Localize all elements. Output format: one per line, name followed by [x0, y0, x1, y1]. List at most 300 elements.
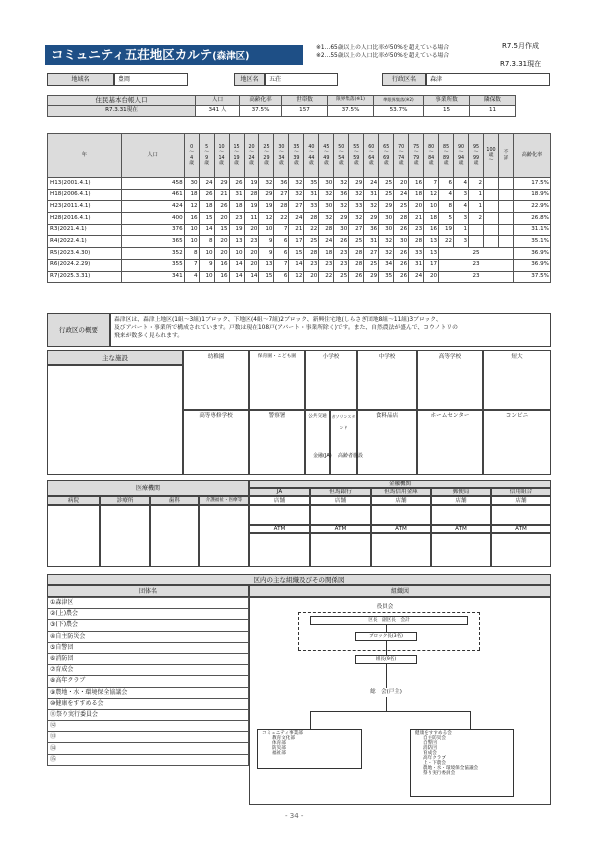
row-age: 20 [214, 213, 229, 225]
row-age: 3 [454, 189, 469, 201]
row-age: 36 [334, 189, 349, 201]
group-item: ⑦育成会 [48, 665, 249, 676]
row-age: 29 [379, 201, 394, 213]
finance-atm-label: ATM [491, 525, 551, 533]
row-age: 23 [229, 213, 244, 225]
row-rate: 36.9% [513, 248, 550, 260]
admin-value: 森津 [426, 73, 550, 86]
finance-atm-body [249, 533, 310, 567]
row-rate: 26.8% [513, 213, 550, 225]
row-year: R5(2023.4.30) [48, 248, 122, 260]
group-item: ⑮ [48, 754, 249, 765]
chart-right-item: 祭り実行委員会 [423, 771, 456, 777]
row-age: 16 [424, 224, 439, 236]
finance-atm-label: ATM [249, 525, 310, 533]
ward-label: (森津区) [212, 51, 250, 62]
row-pop: 352 [121, 248, 184, 260]
chart-line [310, 711, 470, 712]
row-age: 6 [274, 236, 289, 248]
chart-header: 組織図 [249, 585, 551, 597]
row-age: 10 [229, 248, 244, 260]
group-item: ⑤自警団 [48, 642, 249, 653]
overview-label: 行政区の概要 [47, 313, 110, 347]
facility-label: 食料品店 [375, 413, 399, 419]
row-pop: 461 [121, 189, 184, 201]
row-age: 32 [319, 213, 334, 225]
col-age: 10 〜 14 歳 [214, 134, 229, 178]
col-rate: 高齢化率 [513, 134, 550, 178]
row-age: 13 [424, 236, 439, 248]
finance-col-header: 但馬信用金庫 [371, 488, 431, 496]
population-row [48, 213, 551, 225]
row-over80: 23 [439, 271, 514, 283]
col-age: 25 〜 29 歳 [259, 134, 274, 178]
row-age: 36 [274, 178, 289, 190]
population-table [47, 133, 551, 283]
row-age: 28 [349, 259, 364, 271]
summary-value: 15 [424, 106, 470, 117]
row-age: 8 [439, 201, 454, 213]
row-age: 20 [424, 271, 439, 283]
row-age: 28 [409, 236, 424, 248]
row-age: 14 [244, 271, 259, 283]
summary-header: 事業所数 [424, 96, 470, 106]
note-2: ※2…55歳以上の人口比率が50%を超えている場合 [316, 53, 450, 59]
row-age: 16 [214, 259, 229, 271]
row-age [469, 236, 484, 248]
row-age: 21 [409, 213, 424, 225]
col-age: 50 〜 54 歳 [334, 134, 349, 178]
group-item: ⑧高年クラブ [48, 676, 249, 687]
row-age: 35 [379, 271, 394, 283]
row-age: 8 [184, 248, 199, 260]
finance-branch-label: 店舗 [249, 496, 310, 505]
col-age: 15 〜 19 歳 [229, 134, 244, 178]
row-age: 13 [229, 236, 244, 248]
row-over80: 23 [439, 259, 514, 271]
row-pop: 355 [121, 259, 184, 271]
facility-cell [183, 410, 249, 475]
overview-box [110, 313, 551, 347]
chart-line [298, 612, 299, 650]
col-age: 40 〜 44 歳 [304, 134, 319, 178]
row-age: 10 [424, 201, 439, 213]
row-age: 32 [334, 178, 349, 190]
facility-label: 高等学校 [438, 354, 462, 360]
row-age [484, 201, 499, 213]
row-age: 31 [364, 189, 379, 201]
facilities-header: 主な施設 [47, 350, 183, 365]
row-age: 13 [424, 248, 439, 260]
row-age: 29 [214, 178, 229, 190]
overview-text: 森津区は、森津上地区(1組〜3組)1ブロック、下地区(4組〜7組)2ブロック、新興住宅地(しらさぎ団地8組〜11組)3ブロック、 [114, 317, 442, 323]
finance-branch-label: 店舗 [491, 496, 551, 505]
population-row [48, 178, 551, 190]
district-label: 地区名 [234, 73, 265, 86]
row-age: 4 [439, 189, 454, 201]
row-age: 35 [304, 178, 319, 190]
finance-col-header: JA [249, 488, 310, 496]
col-age: 70 〜 74 歳 [394, 134, 409, 178]
row-age: 18 [229, 201, 244, 213]
row-age: 17 [424, 259, 439, 271]
chart-right-item: 農地・水・環境保全協議会 [423, 766, 479, 772]
summary-value: 157 [282, 106, 328, 117]
as-of-date: R7.3.31現在 [500, 60, 542, 68]
row-age: 32 [349, 213, 364, 225]
col-age: 55 〜 59 歳 [349, 134, 364, 178]
chart-line [479, 612, 480, 650]
finance-atm-label: ATM [371, 525, 431, 533]
row-age: 23 [304, 259, 319, 271]
row-age [484, 236, 499, 248]
finance-atm-body [310, 533, 371, 567]
row-age: 32 [379, 248, 394, 260]
row-age [498, 178, 513, 190]
medical-col-header: 病院 [47, 496, 100, 505]
row-age: 31 [304, 189, 319, 201]
population-row [48, 259, 551, 271]
col-age: 不 詳 [498, 134, 513, 178]
row-age: 7 [274, 259, 289, 271]
row-age [484, 178, 499, 190]
row-age: 22 [304, 224, 319, 236]
row-age: 30 [334, 224, 349, 236]
facility-label: 公共交通 [308, 414, 327, 419]
facility-cell [305, 350, 357, 410]
row-age: 32 [334, 201, 349, 213]
chart-yakuin: 役員会 [376, 604, 394, 610]
row-age: 26 [334, 236, 349, 248]
row-age: 25 [364, 259, 379, 271]
summary-label: 住民基本台帳人口 [48, 96, 196, 106]
group-item: ⑩健康をすすめる会 [48, 698, 249, 709]
row-age: 20 [304, 271, 319, 283]
row-rate: 22.9% [513, 201, 550, 213]
facility-label: 短大 [511, 354, 523, 360]
page-title: コミュニティ五荘地区カルテ [51, 47, 213, 62]
facility-label: 保育園・こども園 [257, 354, 297, 359]
row-age: 16 [184, 213, 199, 225]
row-age: 9 [199, 259, 214, 271]
facility-label: 警察署 [268, 413, 286, 419]
row-age: 20 [394, 178, 409, 190]
finance-atm-label: ATM [431, 525, 491, 533]
row-age: 12 [424, 189, 439, 201]
orgs-title: 区内の主な組織及びその関係図 [47, 574, 551, 585]
chart-block: ブロック長(3名) [355, 632, 417, 641]
finance-label: 金融機関 [249, 480, 551, 488]
row-age: 36 [364, 224, 379, 236]
row-age: 32 [289, 189, 304, 201]
row-age: 18 [424, 213, 439, 225]
row-pop: 376 [121, 224, 184, 236]
col-age: 100 歳 〜 [484, 134, 499, 178]
row-age: 15 [214, 224, 229, 236]
finance-col-header: 但馬銀行 [310, 488, 371, 496]
row-age: 28 [349, 248, 364, 260]
row-age: 9 [259, 248, 274, 260]
row-year: R4(2022.4.1) [48, 236, 122, 248]
summary-date: R7.3.31現在 [48, 106, 196, 117]
row-age: 32 [379, 236, 394, 248]
col-year: 年 [48, 134, 122, 178]
col-age: 0 〜 4 歳 [184, 134, 199, 178]
chart-right-item: 健康をすすめる会 [415, 731, 452, 736]
finance-col-header: 信用組合 [491, 488, 551, 496]
row-age: 28 [274, 201, 289, 213]
row-age: 19 [439, 224, 454, 236]
row-age: 3 [454, 213, 469, 225]
row-age: 24 [199, 178, 214, 190]
row-age: 14 [289, 259, 304, 271]
population-row [48, 248, 551, 260]
row-age: 1 [454, 224, 469, 236]
row-age: 4 [454, 201, 469, 213]
groups-header: 団体名 [47, 585, 249, 597]
row-rate: 37.5% [513, 271, 550, 283]
page-number: - 34 - [285, 812, 304, 820]
row-age: 24 [319, 236, 334, 248]
district-value: 五荘 [265, 73, 338, 86]
medical-col-header: 歯科 [150, 496, 199, 505]
row-rate: 17.5% [513, 178, 550, 190]
row-age: 19 [259, 201, 274, 213]
row-age: 32 [259, 178, 274, 190]
medical-label: 医療機関 [47, 480, 249, 496]
col-age: 90 〜 94 歳 [454, 134, 469, 178]
row-age: 22 [439, 236, 454, 248]
row-age: 27 [289, 201, 304, 213]
group-item: ④自主防災会 [48, 631, 249, 642]
summary-value: 37.5% [328, 106, 374, 117]
row-age: 32 [289, 178, 304, 190]
summary-header: 世帯数 [282, 96, 328, 106]
chart-kucho: 区長 副区長 会計 [310, 616, 468, 625]
row-age: 21 [289, 224, 304, 236]
area-label: 地域名 [47, 73, 114, 86]
row-age: 30 [319, 201, 334, 213]
chart-line [386, 641, 387, 655]
row-age [484, 213, 499, 225]
row-age: 26 [394, 271, 409, 283]
chart-left-item: コミュニティ事業部 [262, 731, 303, 736]
chart-line [386, 697, 387, 711]
group-item: ⑭ [48, 743, 249, 754]
chart-left-box [257, 729, 362, 769]
facility-label: ホームセンター [430, 413, 470, 419]
chart-left-item: 教育文化部 [272, 736, 295, 742]
created-date: R7.5月作成 [502, 42, 539, 50]
finance-branch-label: 店舗 [431, 496, 491, 505]
row-age: 22 [319, 271, 334, 283]
finance-branch-body [310, 505, 371, 525]
facility-cell [357, 410, 417, 475]
col-age: 45 〜 49 歳 [319, 134, 334, 178]
row-rate: 31.1% [513, 224, 550, 236]
chart-right-item: 消防団 [423, 746, 437, 752]
row-age: 26 [199, 189, 214, 201]
medical-col-body [100, 505, 150, 567]
facility-cell [357, 350, 417, 410]
row-age: 27 [364, 248, 379, 260]
row-age [484, 189, 499, 201]
row-age: 20 [244, 248, 259, 260]
row-age: 14 [229, 271, 244, 283]
row-age: 6 [274, 271, 289, 283]
row-age: 24 [409, 271, 424, 283]
row-age: 11 [244, 213, 259, 225]
row-pop: 365 [121, 236, 184, 248]
finance-branch-label: 店舗 [310, 496, 371, 505]
row-age: 31 [364, 236, 379, 248]
medical-col-header: 診療所 [100, 496, 150, 505]
col-age: 5 〜 9 歳 [199, 134, 214, 178]
population-row [48, 201, 551, 213]
finance-branch-body [491, 505, 551, 525]
row-over80: 25 [439, 248, 514, 260]
row-age: 33 [349, 201, 364, 213]
row-age: 16 [214, 271, 229, 283]
col-age: 75 〜 79 歳 [409, 134, 424, 178]
group-item: ③(下)農会 [48, 620, 249, 631]
facility-cell [483, 410, 551, 475]
chart-line [386, 664, 387, 688]
row-age: 33 [304, 201, 319, 213]
col-age: 35 〜 39 歳 [289, 134, 304, 178]
row-age: 7 [424, 178, 439, 190]
chart-right-item: 高年クラブ [423, 756, 446, 762]
row-age: 15 [289, 248, 304, 260]
row-age: 20 [214, 236, 229, 248]
row-age: 30 [319, 178, 334, 190]
finance-branch-body [431, 505, 491, 525]
chart-left-item: 体育部 [272, 741, 286, 747]
summary-table [47, 95, 516, 117]
row-age: 20 [409, 201, 424, 213]
row-pop: 424 [121, 201, 184, 213]
col-age: 60 〜 64 歳 [364, 134, 379, 178]
row-age [498, 201, 513, 213]
summary-header: 準限界集落(※2) [374, 96, 424, 106]
row-age: 13 [259, 259, 274, 271]
row-age: 19 [229, 224, 244, 236]
row-age: 5 [439, 213, 454, 225]
row-age: 30 [379, 213, 394, 225]
chart-right-item: 育成会 [423, 751, 437, 757]
chart-line [298, 612, 480, 613]
row-age: 20 [214, 248, 229, 260]
row-year: H13(2001.4.1) [48, 178, 122, 190]
row-age: 10 [259, 224, 274, 236]
row-age: 6 [274, 248, 289, 260]
row-age: 1 [469, 189, 484, 201]
medical-col-body [199, 505, 249, 567]
facility-label: コンビニ [505, 413, 529, 419]
group-item: ⑪祭り実行委員会 [48, 709, 249, 720]
row-age: 27 [349, 224, 364, 236]
row-age: 15 [199, 213, 214, 225]
row-age: 27 [274, 189, 289, 201]
group-item: ②(上)農会 [48, 609, 249, 620]
summary-value: 11 [470, 106, 516, 117]
row-age: 24 [364, 178, 379, 190]
col-age: 20 〜 24 歳 [244, 134, 259, 178]
chart-right-item: 上・下農会 [423, 761, 446, 767]
facility-cell [249, 350, 305, 410]
finance-branch-body [371, 505, 431, 525]
row-age: 26 [394, 224, 409, 236]
population-row [48, 224, 551, 236]
row-age: 2 [469, 178, 484, 190]
row-age: 26 [229, 178, 244, 190]
chart-left-item: 福祉部 [272, 751, 286, 757]
group-item: ⑨農地・水・環境保全協議会 [48, 687, 249, 698]
medical-col-body [47, 505, 100, 567]
chart-sokai: 総 会(戸主) [370, 689, 402, 695]
row-age: 29 [364, 271, 379, 283]
row-age [469, 224, 484, 236]
facility-empty [47, 365, 183, 475]
row-age: 20 [244, 259, 259, 271]
row-age: 32 [319, 189, 334, 201]
col-pop: 人口 [121, 134, 184, 178]
row-age: 23 [409, 224, 424, 236]
row-age: 28 [304, 248, 319, 260]
row-year: R3(2021.4.1) [48, 224, 122, 236]
facility-label: 幼稚園 [207, 354, 225, 360]
row-age: 28 [304, 213, 319, 225]
row-pop: 400 [121, 213, 184, 225]
overview-text: 飛来が数多く見られます。 [114, 333, 184, 339]
row-age: 31 [409, 259, 424, 271]
group-item: ⑬ [48, 732, 249, 743]
chart-line [470, 711, 471, 729]
area-value: 豊岡 [114, 73, 188, 86]
finance-atm-body [491, 533, 551, 567]
row-age: 23 [334, 248, 349, 260]
row-age: 28 [244, 189, 259, 201]
row-age: 1 [469, 201, 484, 213]
row-age: 30 [394, 236, 409, 248]
facility-label: 高等専修学校 [199, 413, 233, 419]
row-age: 18 [184, 189, 199, 201]
row-age: 10 [199, 271, 214, 283]
note-1: ※1…65歳以上の人口比率が50%を超えている場合 [316, 45, 450, 51]
row-age: 25 [379, 178, 394, 190]
facility-cell [417, 350, 483, 410]
row-age: 33 [409, 248, 424, 260]
row-age [498, 236, 513, 248]
facility-elderly: 高齢者施設 [338, 453, 364, 459]
row-age [498, 224, 513, 236]
row-age: 12 [289, 271, 304, 283]
row-rate: 18.9% [513, 189, 550, 201]
finance-branch-label: 店舗 [371, 496, 431, 505]
row-age: 26 [214, 201, 229, 213]
row-age: 19 [244, 178, 259, 190]
row-age: 3 [454, 236, 469, 248]
row-age: 25 [349, 236, 364, 248]
row-year: H18(2006.4.1) [48, 189, 122, 201]
facility-cell [183, 350, 249, 410]
chart-right-item: 自主防災会 [423, 736, 446, 742]
row-age [498, 213, 513, 225]
row-age: 4 [454, 178, 469, 190]
group-item: ①森津区 [48, 598, 249, 609]
medical-col-header: 介護福祉・医療等 [199, 496, 249, 505]
row-age: 6 [439, 178, 454, 190]
